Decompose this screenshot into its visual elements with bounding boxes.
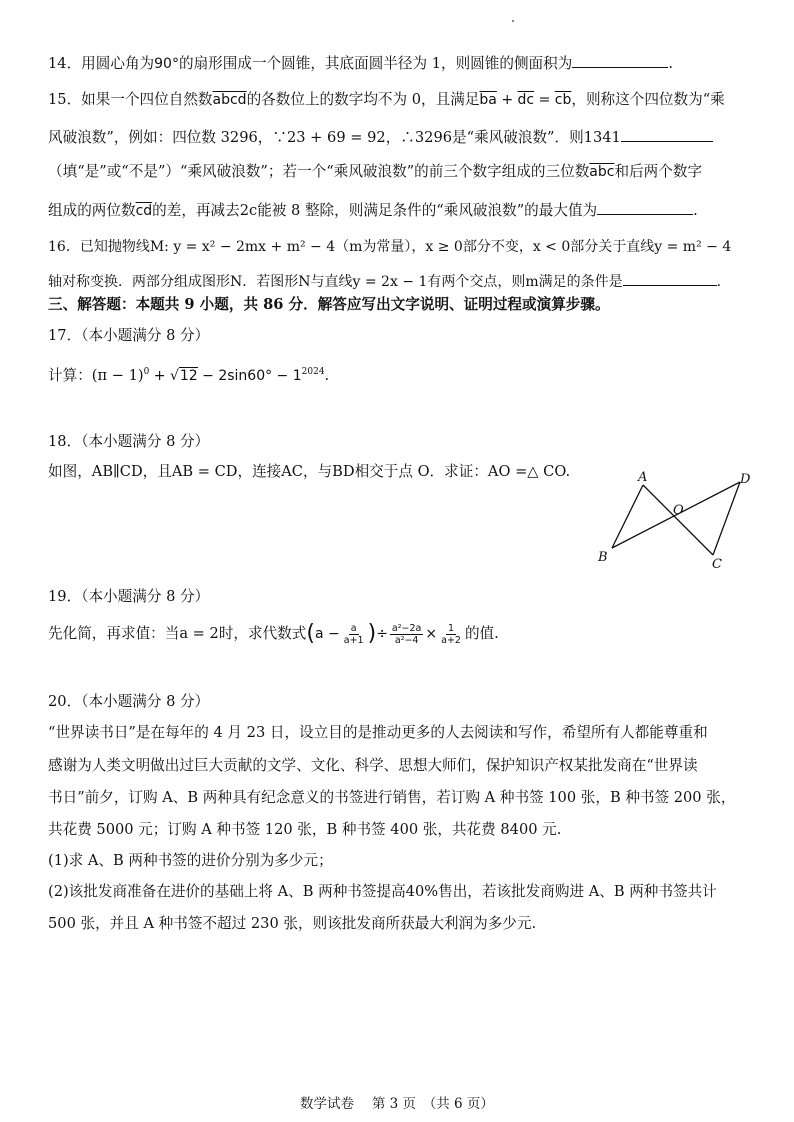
q19-paren: )	[367, 621, 377, 646]
q19-title: 19．（本小题满分 8 分）	[48, 588, 210, 605]
q15-text: ，则称这个四位数为“乘	[571, 91, 725, 108]
answer-blank[interactable]	[623, 270, 717, 286]
q20-part-3: 500 张，并且 A 种书签不超过 230 张，则该批发商所获最大利润为多少元.	[48, 915, 537, 932]
q16-text: 轴对称变换．两部分组成图形N．若图形N与直线y = 2x − 1有两个交点，则m满足的条件是	[48, 274, 623, 290]
q20-line-2: 感谢为人类文明做出过巨大贡献的文学、文化、科学、思想大师们，保护知识产权某批发商在“世界读	[48, 757, 698, 774]
q19-expression	[48, 620, 499, 648]
question-15-line-1	[48, 90, 725, 110]
q20-part-1: (1)求 A、B 两种书签的进价分别为多少元；	[48, 852, 333, 869]
label-c: C	[712, 557, 722, 572]
q16-end: .	[716, 274, 722, 290]
q14-text-a: 14．用圆心角为	[48, 55, 155, 72]
divide-sign: ÷	[376, 626, 388, 642]
q15-text: 风破浪数”，例如：四位数 3296，∵23 + 69 = 92，∴3296是“乘风破浪数”．则1341	[48, 129, 621, 146]
numerator: a	[350, 622, 357, 634]
q19-text: 先化简，再求值：当a = 2时，求代数式	[48, 625, 307, 642]
q15-abc: $\overline{abc}$	[589, 164, 615, 180]
section-heading: 三、解答题：本题共 9 小题，共 86 分．解答应写出文字说明、证明过程或演算步骤。	[48, 296, 610, 313]
q15-cd: $\overline{cd}$	[135, 203, 153, 219]
q17-radicand: 12	[179, 367, 198, 384]
q14-text-b: 的扇形围成一个圆锥，其底面圆半径为 1，则圆锥的侧面积为	[178, 55, 573, 72]
q17-expression	[48, 362, 329, 386]
denominator: a²−4	[394, 634, 419, 646]
segment-ac	[643, 485, 713, 555]
q15-text: 15．如果一个四位自然数	[48, 91, 213, 108]
q17-title: 17．（本小题满分 8 分）	[48, 327, 210, 344]
q15-abcd: abcd	[212, 92, 247, 108]
q17-exp: 0	[143, 367, 150, 377]
q17-exp: 2024	[301, 367, 325, 377]
question-15-line-2	[48, 126, 713, 148]
q17-plus: +	[149, 367, 170, 384]
q20-line-4: 共花费 5000 元；订购 A 种书签 120 张，B 种书签 400 张，共花费 8400 元.	[48, 821, 562, 838]
times-sign: ×	[425, 626, 438, 642]
fraction	[342, 623, 366, 646]
q18-title: 18．（本小题满分 8 分）	[48, 433, 210, 450]
q14-end: .	[668, 55, 673, 72]
q17-end: .	[324, 366, 330, 384]
q15-text: 的差，再减去2c能被 8 整除，则满足条件的“乘风破浪数”的最大值为	[152, 202, 598, 219]
q16-text: 16．已知抛物线M: y = x² − 2mx + m² − 4（m为常量），x ≥ 0部分不变，x < 0部分关于直线y = m² − 4	[48, 239, 732, 255]
q15-dc: $\overline{dc}$	[517, 92, 535, 108]
scan-dot	[512, 20, 514, 22]
label-b: B	[598, 550, 608, 565]
q18-figure	[590, 468, 760, 573]
q15-text: 和后两个数字	[614, 163, 703, 180]
question-15-line-4	[48, 199, 698, 221]
q15-end: .	[693, 202, 698, 219]
q15-ba: $\overline{ba}$	[479, 92, 497, 108]
fraction	[439, 623, 463, 646]
label-o: O	[673, 503, 684, 518]
q15-text: （填“是”或“不是”）“乘风破浪数”；若一个“乘风破浪数”的前三个数字组成的三位数	[48, 163, 590, 180]
page-footer: 数学试卷 第 3 页 （共 6 页）	[300, 1096, 494, 1112]
numerator: a²−2a	[391, 622, 422, 634]
label-a: A	[638, 470, 648, 485]
q17-text: 计算：(π − 1)	[48, 366, 144, 384]
q20-line-1: “世界读书日”是在每年的 4 月 23 日，设立目的是推动更多的人去阅读和写作，希望所有人都能尊重和	[48, 724, 708, 741]
question-16-line-2	[48, 270, 721, 292]
q15-text: 的各数位上的数字均不为 0，且满足	[246, 91, 480, 108]
q20-line-3: 书日”前夕，订购 A、B 两种具有纪念意义的书签进行销售，若订购 A 种书签 100 张，B 种书签 200 张，	[48, 789, 736, 806]
question-14	[48, 52, 673, 74]
segment-cd	[713, 482, 740, 555]
denominator: a+1	[343, 634, 364, 646]
q14-angle: 90°	[154, 56, 179, 72]
q19-text: a −	[315, 626, 340, 642]
denominator: a+2	[441, 634, 461, 646]
q15-cb: $\overline{cb}$	[554, 92, 572, 108]
fraction	[390, 623, 423, 646]
question-16-line-1	[48, 237, 731, 257]
q18-text: 如图，AB∥CD，且AB = CD，连接AC，与BD相交于点 O．求证：AO =△ CO.	[48, 463, 571, 480]
sqrt-icon: √	[169, 367, 179, 384]
label-d: D	[740, 472, 751, 487]
answer-blank[interactable]	[597, 199, 693, 215]
answer-blank[interactable]	[572, 52, 668, 68]
q19-end: 的值.	[464, 625, 499, 642]
numerator: 1	[448, 622, 455, 634]
answer-blank[interactable]	[621, 126, 713, 142]
q15-plus: +	[496, 92, 518, 108]
q15-text: 组成的两位数	[48, 202, 136, 219]
q20-title: 20．（本小题满分 8 分）	[48, 693, 210, 710]
segment-ab	[612, 485, 643, 548]
q17-text: − 2sin60° − 1	[197, 367, 302, 384]
q19-paren: (	[306, 621, 315, 646]
q20-part-2: (2)该批发商准备在进价的基础上将 A、B 两种书签提高40%售出，若该批发商购进 A、B 两种书签共计	[48, 883, 717, 900]
q15-eq: =	[534, 92, 555, 108]
question-15-line-3	[48, 162, 702, 182]
